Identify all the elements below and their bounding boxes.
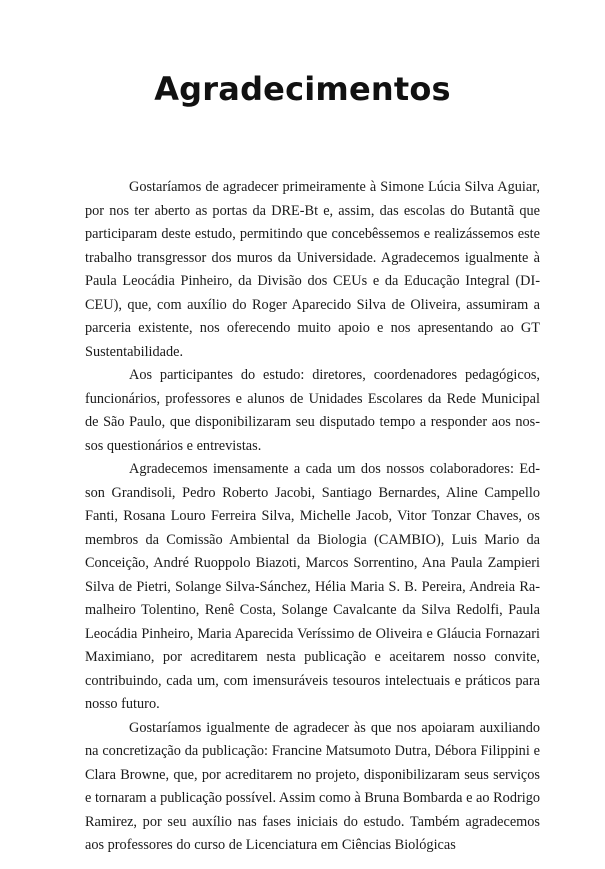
- acknowledgements-body: [85, 176, 540, 858]
- paragraph: Agradecemos imensamente a cada um dos nossos colaboradores: Edson Grandisoli, Pedro Roberto Jacobi, Santiago Bernardes, Aline Campello Fanti, Rosana Louro Ferreira Silva, Michelle Jacob, Vitor Tonzar Chaves, os membros da Comissão Ambiental da Biologia (CAMBIO), Luis Mario da Conceição, André Ruoppolo Biazoti, Marcos Sorrentino, Ana Paula Zampieri Silva de Pietri, Solange Silva-Sánchez, Hélia Maria S. B. Pereira, Andreia Ramalheiro Tolentino, Renê Costa, Solange Cavalcante da Silva Redolfi, Paula Leocádia Pinheiro, Maria Aparecida Veríssimo de Oliveira e Gláucia Fornazari Maximiano, por acreditarem nesta publicação e aceitarem nosso convite, contribuindo, cada um, com imensuráveis tesouros intelectuais e práticos para nosso futuro.: [85, 461, 540, 712]
- page-title: Agradecimentos: [154, 70, 451, 108]
- paragraph: Gostaríamos igualmente de agradecer às que nos apoiaram auxiliando na concretização da publicação: Francine Matsumoto Dutra, Débora Filippini e Clara Browne, que, por acreditarem no projeto, disponibilizaram seus serviços e tornaram a publicação possível. Assim como à Bruna Bombarda e ao Rodrigo Ramirez, por seu auxílio nas fases iniciais do estudo. Também agradecemos aos professores do curso de Licenciatura em Ciências Biológicas: [85, 719, 540, 853]
- paragraph: Gostaríamos de agradecer primeiramente à Simone Lúcia Silva Aguiar, por nos ter aberto as portas da DRE-Bt e, assim, das escolas do Butantã que participaram deste estudo, permitindo que concebêssemos e realizássemos este trabalho transgressor dos muros da Universidade. Agradecemos igualmente à Paula Leocádia Pinheiro, da Divisão dos CEUs e da Educação Integral (DI-CEU), que, com auxílio do Roger Aparecido Silva de Oliveira, assumiram a parceria existente, nos oferecendo muito apoio e nos apresentando ao GT Sustentabilidade.: [85, 179, 540, 360]
- paragraph: Aos participantes do estudo: diretores, coordenadores pedagógicos, funcionários, professores e alunos de Unidades Escolares da Rede Municipal de São Paulo, que disponibilizaram seu disputado tempo a responder aos nossos questionários e entrevistas.: [85, 367, 540, 454]
